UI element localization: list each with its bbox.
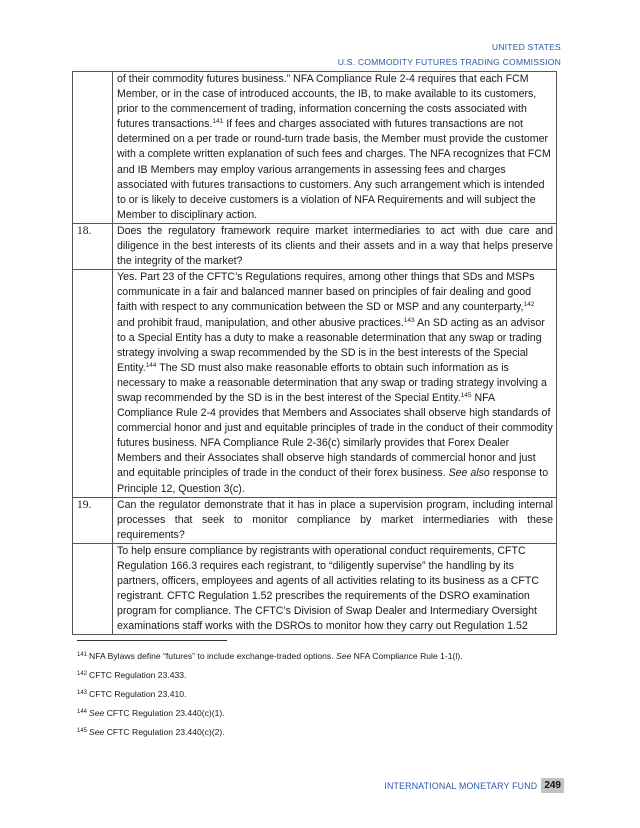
footnote-see: See (336, 651, 352, 661)
answer-text: If fees and charges associated with futures transactions are not determined on a per trade or round-turn trade basis, the Member must provide the customer with a complete written explanation of such fees and charges. The NFA recognizes that FCM and IB Members may employ various arrangements in assessing fees and charges associated with futures transactions to customers. Any such arrangement which is intended to or is likely to deceive customers is a violation of NFA Requirements and will subject the Member to disciplinary action. (117, 118, 551, 221)
footnote-ref-141: 141 (212, 118, 224, 126)
footnote-text: CFTC Regulation 23.433. (89, 670, 187, 680)
table-row (73, 270, 557, 497)
answer-19: To help ensure compliance by registrants with operational conduct requirements, CFTC Regulation 166.3 requires each registrant, to “diligently supervise” the handling by its partners, officers, employees and agents of all activities relating to its business as a CFTC registrant. CFTC Regulation 1.52 prescribes the requirements of the DSRO examination program for compliance. The CFTC’s Division of Swap Dealer and Intermediary Oversight examinations staff works with the DSROs to monitor how they carry out Regulation 1.52 (113, 543, 557, 635)
footnote-number: 141 (77, 652, 88, 658)
footnote-ref-144: 144 (145, 361, 157, 369)
footnote-ref-142: 142 (523, 301, 535, 309)
question-18-text: Does the regulatory framework require market intermediaries to act with due care and diligence in the best interests of its clients and their assets and in a way that helps preserve the integrity of the market? (113, 223, 557, 269)
footnote-text: NFA Bylaws define “futures” to include exchange-traded options. (89, 651, 336, 661)
table-row (73, 497, 557, 543)
question-number-19: 19. (73, 497, 113, 543)
table-row (73, 72, 557, 224)
answer-text: An SD acting as an advisor to a Special Entity has a duty to make a reasonable determination that any swap or trading strategy involving a swap recommended by the SD is in the best interests of the Special Entity. (117, 316, 545, 374)
footnote-separator (77, 640, 227, 641)
footer-org: INTERNATIONAL MONETARY FUND (384, 780, 538, 791)
answer-18 (113, 270, 557, 497)
table-row (73, 223, 557, 269)
answer-continuation (113, 72, 557, 224)
question-number-18: 18. (73, 223, 113, 269)
footnotes (77, 647, 463, 742)
answer-text: and prohibit fraud, manipulation, and other abusive practices. (117, 316, 404, 329)
footnote (77, 704, 463, 723)
footnote-number: 143 (77, 690, 88, 696)
footnote-number: 145 (77, 728, 88, 734)
footnote-number: 142 (77, 671, 88, 677)
footnote-number: 144 (77, 709, 88, 715)
principle-qa-table (72, 71, 557, 635)
row-number-empty (73, 270, 113, 497)
see-also-label: See also (448, 467, 490, 480)
footnote (77, 685, 463, 704)
footnote-see: See (89, 708, 105, 718)
footnote (77, 723, 463, 742)
header-agency: U.S. COMMODITY FUTURES TRADING COMMISSION (337, 57, 561, 67)
footnote-ref-143: 143 (403, 316, 415, 324)
footnote-text: CFTC Regulation 23.410. (89, 689, 187, 699)
footnote (77, 647, 463, 666)
answer-text: of their commodity futures business.” NFA Compliance Rule 2-4 requires that each FCM Member, or in the case of introduced accounts, the IB, to make available to its customers, prior to the commencement of trading, information concerning the costs associated with futures transactions. (117, 73, 537, 131)
answer-text: Yes. Part 23 of the CFTC’s Regulations requires, among other things that SDs and MSPs communicate in a fair and balanced manner based on principles of fair dealing and good faith with respect to any communication between the SD or MSP and any counterparty, (117, 271, 535, 314)
page-number: 249 (541, 778, 564, 793)
answer-text: response to Principle 12, Question 3(c). (117, 467, 549, 495)
row-number-empty (73, 543, 113, 635)
page-footer (384, 778, 564, 793)
header-country: UNITED STATES (491, 42, 561, 52)
table-row (73, 543, 557, 635)
row-number-empty (73, 72, 113, 224)
footnote-text: CFTC Regulation 23.440(c)(2). (104, 727, 225, 737)
footnote-text: CFTC Regulation 23.440(c)(1). (104, 708, 225, 718)
answer-text: NFA Compliance Rule 2-4 provides that Members and Associates shall observe high standards of commercial honor and just and equitable principles of trade in the conduct of their commodity futures business. NFA Compliance Rule 2-36(c) similarly provides that Forex Dealer Members and their Associates shall observe high standards of commercial honor and just and equitable principles of trade in the conduct of their forex business. (117, 391, 553, 480)
footnote (77, 666, 463, 685)
footnote-ref-145: 145 (460, 391, 472, 399)
answer-text: The SD must also make reasonable efforts to obtain such information as is necessary to make a reasonable determination that any swap or trading strategy involving a swap recommended by the SD is in the best interest of the Special Entity. (117, 361, 547, 404)
question-19-text: Can the regulator demonstrate that it has in place a supervision program, including internal processes that seek to monitor compliance by market intermediaries with these requirements? (113, 497, 557, 543)
footnote-see: See (89, 727, 105, 737)
footnote-text: NFA Compliance Rule 1-1(l). (351, 651, 463, 661)
